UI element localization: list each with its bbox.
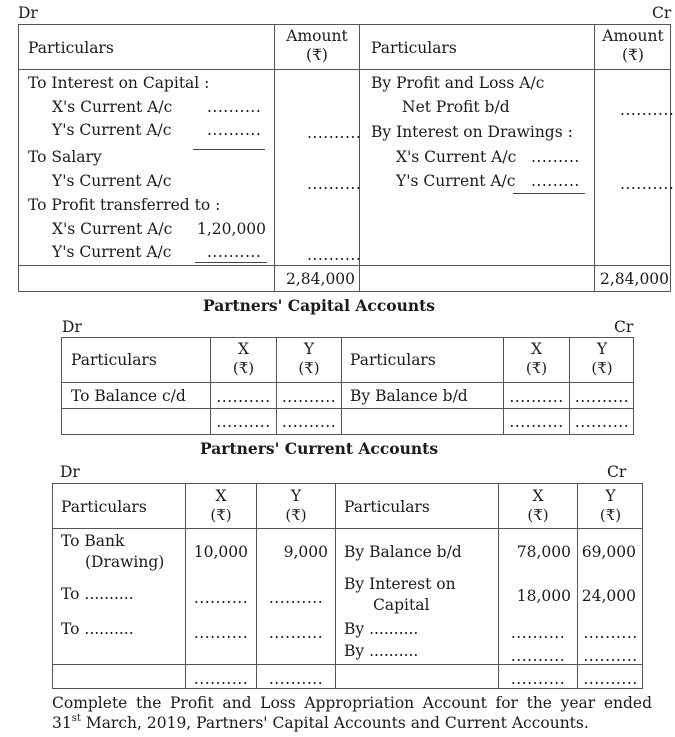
header-particulars-right: Particulars [344, 498, 430, 516]
y-current-ioc-blank[interactable]: .......... [207, 121, 262, 139]
x-current-ioc-label: X's Current A/c [52, 98, 173, 116]
y-current-ioc-label: Y's Current A/c [52, 121, 172, 139]
instruction-line-2-rest: March, 2019, Partners' Capital Accounts and Current Accounts. [80, 714, 589, 732]
y-current-iod-blank[interactable]: ......... [531, 172, 580, 190]
divider [61, 408, 634, 409]
header-x-left: X [215, 487, 227, 505]
header-currency: (₹) [527, 506, 549, 524]
header-x-left: X [237, 340, 250, 358]
header-currency: (₹) [210, 506, 232, 524]
instruction-line-2 [52, 714, 589, 732]
header-y-left: Y [290, 487, 302, 505]
x-current-ioc-blank[interactable]: .......... [207, 98, 262, 116]
interest-on-capital-x: 18,000 [516, 587, 571, 605]
dr-label: Dr [18, 4, 38, 22]
credit-row-blank-label[interactable]: By .......... [344, 642, 419, 660]
balance-bd-y: 69,000 [581, 543, 636, 561]
credit-row-blank-x[interactable]: .......... [510, 624, 566, 642]
balance-bd-x-blank[interactable]: .......... [509, 388, 564, 406]
divider [335, 483, 336, 689]
dr-label: Dr [60, 463, 80, 481]
divider [18, 69, 671, 70]
credit-row-blank-label[interactable]: By .......... [344, 620, 419, 638]
current-credit-total-x[interactable]: .......... [510, 670, 566, 688]
profit-total-blank[interactable]: .......... [307, 246, 362, 264]
interest-on-drawings-label: By Interest on Drawings : [371, 123, 573, 141]
salary-total-blank[interactable]: .......... [307, 175, 362, 193]
divider [18, 265, 671, 266]
x-current-profit-value: 1,20,000 [197, 220, 267, 238]
credit-row-blank-x[interactable]: .......... [510, 647, 566, 665]
balance-bd-label: By Balance b/d [350, 387, 468, 405]
bank-drawing-x: 10,000 [193, 543, 248, 561]
header-currency: (₹) [232, 359, 255, 377]
x-current-iod-blank[interactable]: ......... [531, 148, 580, 166]
interest-on-capital-label: To Interest on Capital : [28, 74, 210, 92]
y-current-profit-label: Y's Current A/c [52, 243, 172, 261]
balance-cd-label: To Balance c/d [71, 387, 186, 405]
current-credit-total-y[interactable]: .......... [583, 670, 638, 688]
divider [341, 337, 342, 435]
net-profit-blank[interactable]: .......... [620, 101, 675, 119]
header-currency: (₹) [525, 359, 548, 377]
instruction-date-day: 31 [52, 714, 72, 732]
current-debit-total-y[interactable]: .......... [268, 670, 324, 688]
subtotal-underline [193, 149, 265, 150]
divider [274, 24, 275, 292]
header-particulars-left: Particulars [61, 498, 147, 516]
credit-grand-total: 2,84,000 [600, 270, 670, 288]
divider [594, 24, 595, 292]
credit-row-blank-y[interactable]: .......... [583, 624, 638, 642]
capital-credit-total-x[interactable]: .......... [509, 413, 564, 431]
interest-on-capital-sub: Capital [373, 596, 430, 614]
balance-bd-y-blank[interactable]: .......... [574, 388, 630, 406]
capital-credit-total-y[interactable]: .......... [574, 413, 630, 431]
bank-drawing-y: 9,000 [283, 543, 328, 561]
bank-drawing-label: To Bank [61, 532, 125, 550]
subtotal-underline [513, 193, 585, 194]
header-currency: (₹) [591, 359, 613, 377]
header-particulars-right: Particulars [350, 351, 436, 369]
y-current-profit-blank[interactable]: .......... [207, 243, 262, 261]
header-amount-left: Amount [286, 27, 348, 45]
dr-label: Dr [62, 318, 82, 336]
current-title: Partners' Current Accounts [200, 439, 439, 458]
bank-drawing-sub: (Drawing) [85, 553, 165, 571]
instruction-date-suffix: st [71, 713, 81, 724]
capital-debit-total-y[interactable]: .......... [281, 413, 337, 431]
header-x-right: X [530, 340, 543, 358]
cr-label: Cr [614, 318, 634, 336]
header-currency-right: (₹) [622, 46, 644, 64]
header-currency: (₹) [285, 506, 307, 524]
header-x-right: X [532, 487, 544, 505]
iod-total-blank[interactable]: .......... [620, 175, 675, 193]
debit-row-blank-x[interactable]: .......... [193, 624, 249, 642]
profit-and-loss-label: By Profit and Loss A/c [371, 74, 545, 92]
header-y-left: Y [303, 340, 315, 358]
debit-row-blank-x[interactable]: .......... [193, 589, 249, 607]
credit-row-blank-y[interactable]: .......... [583, 647, 638, 665]
cr-label: Cr [652, 4, 672, 22]
cr-label: Cr [607, 463, 627, 481]
net-profit-label: Net Profit b/d [402, 98, 510, 116]
balance-cd-x-blank[interactable]: .......... [216, 388, 271, 406]
debit-row-blank-label[interactable]: To .......... [61, 620, 134, 638]
header-currency: (₹) [599, 506, 622, 524]
current-debit-total-x[interactable]: .......... [193, 670, 249, 688]
header-particulars-right: Particulars [371, 39, 457, 57]
header-amount-right: Amount [602, 27, 664, 45]
header-particulars-left: Particulars [71, 351, 157, 369]
profit-transferred-label: To Profit transferred to : [28, 196, 221, 214]
debit-grand-total: 2,84,000 [286, 270, 356, 288]
x-current-iod-label: X's Current A/c [396, 148, 517, 166]
debit-row-blank-y[interactable]: .......... [268, 624, 324, 642]
header-particulars-left: Particulars [28, 39, 114, 57]
capital-debit-total-x[interactable]: .......... [216, 413, 271, 431]
y-current-salary-label: Y's Current A/c [52, 172, 172, 190]
subtotal-underline [195, 262, 267, 263]
balance-bd-x: 78,000 [516, 543, 571, 561]
header-currency: (₹) [298, 359, 320, 377]
debit-row-blank-y[interactable]: .......... [268, 589, 324, 607]
balance-cd-y-blank[interactable]: .......... [281, 388, 337, 406]
interest-on-capital-y: 24,000 [581, 587, 636, 605]
salary-label: To Salary [28, 148, 102, 166]
header-currency-left: (₹) [306, 46, 328, 64]
interest-on-capital-label: By Interest on [344, 575, 456, 593]
instruction-line-1: Complete the Profit and Loss Appropriation Account for the year ended [52, 694, 652, 712]
header-y-right: Y [605, 487, 616, 505]
capital-title: Partners' Capital Accounts [203, 296, 436, 315]
ioc-total-blank[interactable]: .......... [307, 124, 362, 142]
debit-row-blank-label[interactable]: To .......... [61, 585, 134, 603]
balance-bd-label: By Balance b/d [344, 543, 462, 561]
header-y-right: Y [596, 340, 608, 358]
x-current-profit-label: X's Current A/c [52, 220, 173, 238]
divider [52, 528, 643, 529]
divider [61, 382, 634, 383]
y-current-iod-label: Y's Current A/c [396, 172, 516, 190]
